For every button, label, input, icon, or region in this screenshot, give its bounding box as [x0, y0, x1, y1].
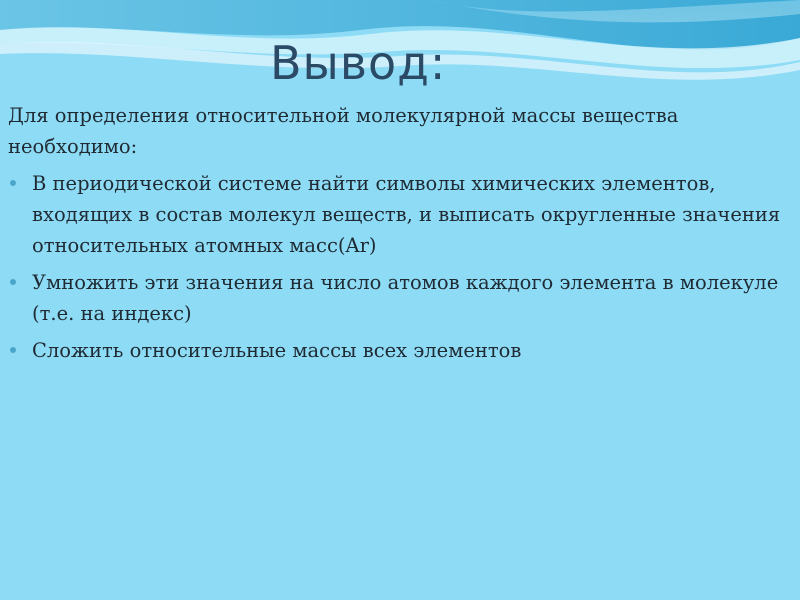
- bullet-text: В периодической системе найти символы химических элементов, входящих в состав молекул веществ, и выписать округленные значения относительных атомных масс(Ar): [32, 172, 781, 257]
- bullet-dot-icon: [10, 347, 16, 353]
- bullet-item: [8, 168, 793, 261]
- bullet-text: Сложить относительные массы всех элементов: [32, 339, 522, 362]
- slide-content: [8, 100, 793, 372]
- intro-text: [8, 100, 793, 162]
- bullet-text: Умножить эти значения на число атомов каждого элемента в молекуле (т.е. на индекс): [32, 271, 779, 325]
- bullet-dot-icon: [10, 279, 16, 285]
- intro-line: Для определения относительной молекулярной массы вещества необходимо:: [8, 104, 679, 158]
- bullet-dot-icon: [10, 180, 16, 186]
- bullet-item: [8, 335, 793, 366]
- slide-title: Вывод:: [270, 36, 447, 90]
- bullet-item: [8, 267, 793, 329]
- bullet-list: [8, 168, 793, 366]
